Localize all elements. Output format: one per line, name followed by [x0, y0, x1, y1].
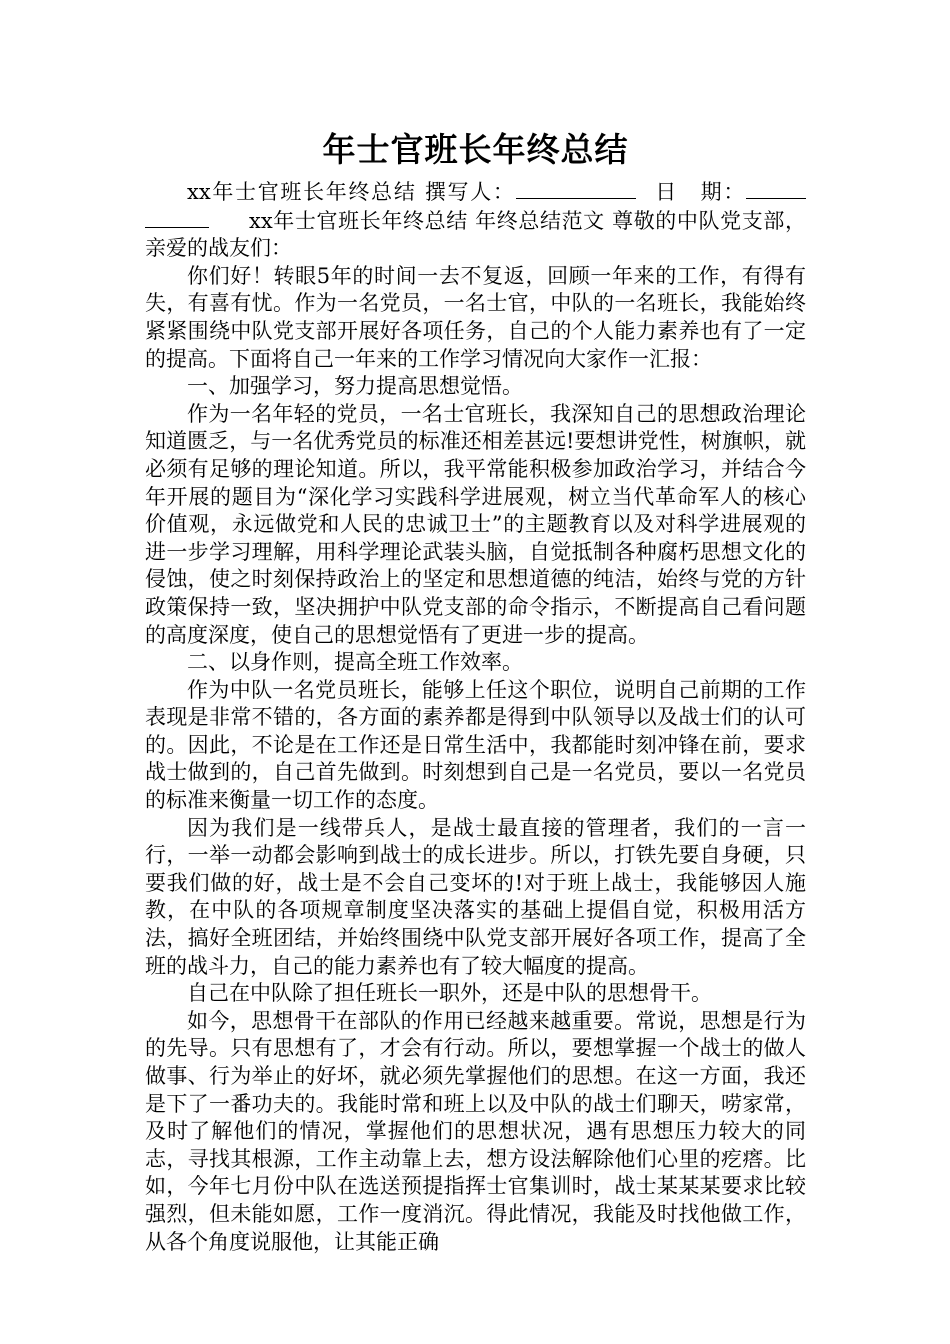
meta-lead: xx年士官班长年终总结 撰写人：: [187, 180, 516, 204]
meta-subtitle: xx年士官班长年终总结 年终总结范文 尊敬的中队党支部，亲爱的战友们：: [145, 208, 806, 261]
paragraph-backbone: 自己在中队除了担任班长一职外，还是中队的思想骨干。: [187, 981, 712, 1006]
paragraph-study: 作为一名年轻的党员，一名士官班长，我深知自己的思想政治理论知道匮乏，与一名优秀党员的标准还相差甚远!要想讲党性，树旗帜，就必须有足够的理论知道。所以，我平常能积极参加政治学习，并结合今年开展的题目为“深化学习实践科学进展观，树立当代革命军人的核心价值观，永远做党和人民的忠诚卫士”的主题教育以及对科学进展观的进一步学习理解，用科学理论武装头脑，自觉抵制各种腐朽思想文化的侵蚀，使之时刻保持政治上的坚定和思想道德的纯洁，始终与党的方针政策保持一致，坚决拥护中队党支部的命令指示，不断提高自己看问题的高度深度，使自己的思想觉悟有了更进一步的提高。: [145, 401, 806, 647]
document-body: [145, 178, 806, 1256]
document-meta: [145, 178, 806, 263]
author-blank: [516, 178, 636, 199]
section-heading-2: 二、以身作则，提高全班工作效率。: [187, 650, 523, 675]
document-title: 年士官班长年终总结: [322, 130, 629, 169]
paragraph-role-model: 作为中队一名党员班长，能够上任这个职位，说明自己前期的工作表现是非常不错的，各方面的素养都是得到中队领导以及战士们的认可的。因此，不论是在工作还是日常生活中，我都能时刻冲锋在前，要求战士做到的，自己首先做到。时刻想到自己是一名党员，要以一名党员的标准来衡量一切工作的态度。: [145, 677, 806, 813]
paragraph-thought-work: 如今，思想骨干在部队的作用已经越来越重要。常说，思想是行为的先导。只有思想有了，才会有行动。所以，要想掌握一个战士的做人做事、行为举止的好坏，就必须先掌握他们的思想。在这一方面，我还是下了一番功夫的。我能时常和班上以及中队的战士们聊天，唠家常，及时了解他们的情况，掌握他们的思想状况，遇有思想压力较大的同志，寻找其根源，工作主动靠上去，想方设法解除他们心里的疙瘩。比如，今年七月份中队在选送预提指挥士官集训时，战士某某某要求比较强烈，但未能如愿，工作一度消沉。得此情况，我能及时找他做工作，从各个角度说服他，让其能正确: [145, 1008, 806, 1254]
meta-date-label: 日 期：: [653, 180, 746, 204]
paragraph-greeting: 你们好！转眼5年的时间一去不复返，回顾一年来的工作，有得有失，有喜有忧。作为一名党员，一名士官，中队的一名班长，我能始终紧紧围绕中队党支部开展好各项任务，自己的个人能力素养也有了一定的提高。下面将自己一年来的工作学习情况向大家作一汇报：: [145, 263, 806, 371]
date-blank-continued: [145, 207, 209, 228]
date-blank: [746, 178, 806, 199]
paragraph-leadership: 因为我们是一线带兵人，是战士最直接的管理者，我们的一言一行，一举一动都会影响到战士的成长进步。所以，打铁先要自身硬，只要我们做的好，战士是不会自己变坏的!对于班上战士，我能够因人施教，在中队的各项规章制度坚决落实的基础上提倡自觉，积极用活方法，搞好全班团结，并始终围绕中队党支部开展好各项工作，提高了全班的战斗力，自己的能力素养也有了较大幅度的提高。: [145, 815, 806, 978]
section-heading-1: 一、加强学习，努力提高思想觉悟。: [187, 374, 523, 399]
